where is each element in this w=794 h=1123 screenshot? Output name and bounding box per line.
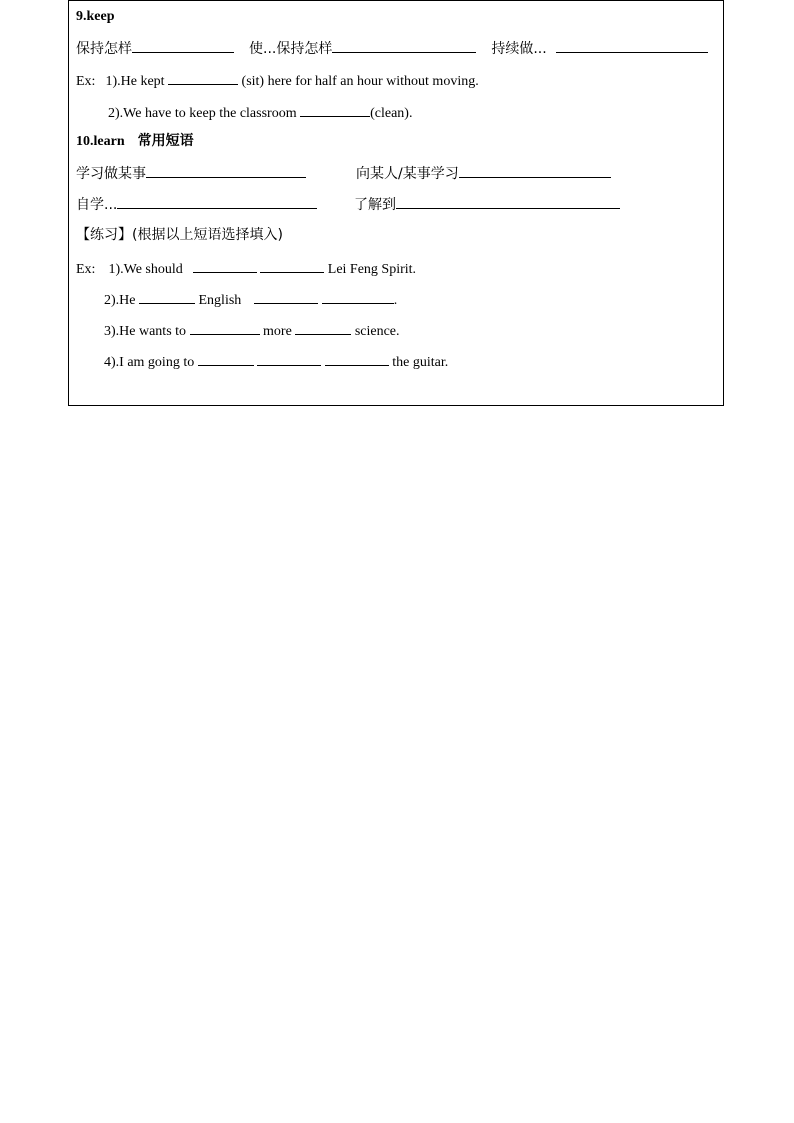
section10-heading-text: 10.learn (76, 134, 125, 149)
ex-label: Ex: (76, 262, 96, 277)
blank-ex2[interactable] (300, 102, 370, 117)
blank-keep-something-state[interactable] (332, 38, 476, 53)
section9-ex2 (108, 102, 412, 123)
q2-end-text: . (393, 293, 398, 308)
phrase-learn-to-do: 学习做某事 (76, 166, 146, 182)
q2-start-text: 2).He (104, 293, 136, 308)
ex2-end-text: (clean). (370, 106, 413, 121)
blank-q2-2[interactable] (254, 289, 318, 304)
section9-phrase-row (76, 38, 708, 59)
section10-q3 (104, 320, 400, 341)
blank-keep-state[interactable] (132, 38, 234, 53)
section10-phrase-row2 (76, 194, 317, 215)
practice-title: 【练习】(根据以上短语选择填入) (76, 227, 283, 243)
blank-q2-1[interactable] (139, 289, 195, 304)
section10-heading (76, 132, 194, 151)
section10-q1 (76, 258, 416, 279)
blank-learn-by-oneself[interactable] (117, 194, 317, 209)
section9-heading (76, 8, 115, 26)
phrase-keep-state: 保持怎样 (76, 41, 132, 57)
q3-start-text: 3).He wants to (104, 324, 187, 339)
blank-ex1[interactable] (168, 70, 238, 85)
ex-label: Ex: (76, 74, 96, 89)
section9-heading-text: 9.keep (76, 9, 115, 24)
blank-learn-from[interactable] (459, 163, 611, 178)
section10-heading-zh: 常用短语 (137, 133, 194, 149)
section10-phrase-row1 (76, 163, 306, 184)
q4-end-text: the guitar. (392, 355, 449, 370)
blank-q4-2[interactable] (257, 351, 321, 366)
blank-q4-3[interactable] (325, 351, 389, 366)
section10-q2 (104, 289, 397, 310)
blank-learn-to-do[interactable] (146, 163, 306, 178)
q1-start-text: 1).We should (108, 262, 183, 277)
ex1-end-text: (sit) here for half an hour without moving. (241, 74, 479, 89)
section10-phrase-row1b (356, 163, 611, 184)
ex2-start-text: 2).We have to keep the classroom (108, 106, 297, 121)
phrase-learn-about: 了解到 (354, 197, 396, 213)
q2-mid-text: English (198, 293, 242, 308)
blank-learn-about[interactable] (396, 194, 620, 209)
phrase-learn-from: 向某人/某事学习 (356, 166, 459, 182)
q4-start-text: 4).I am going to (104, 355, 195, 370)
blank-q1-1[interactable] (193, 258, 257, 273)
blank-keep-doing[interactable] (556, 38, 708, 53)
blank-q3-1[interactable] (190, 320, 260, 335)
phrase-learn-by-oneself: 自学... (76, 197, 118, 213)
blank-q3-2[interactable] (295, 320, 351, 335)
blank-q2-3[interactable] (322, 289, 394, 304)
ex1-start-text: 1).He kept (105, 74, 165, 89)
section9-ex1 (76, 70, 479, 91)
phrase-keep-doing: 持续做... (491, 41, 547, 57)
phrase-keep-something-state: 使...保持怎样 (249, 41, 333, 57)
section10-phrase-row2b (354, 194, 620, 215)
q3-mid-text: more (263, 324, 292, 339)
blank-q4-1[interactable] (198, 351, 254, 366)
blank-q1-2[interactable] (260, 258, 324, 273)
practice-title-row (76, 226, 283, 245)
section10-q4 (104, 351, 448, 372)
q1-end-text: Lei Feng Spirit. (327, 262, 417, 277)
q3-end-text: science. (354, 324, 400, 339)
